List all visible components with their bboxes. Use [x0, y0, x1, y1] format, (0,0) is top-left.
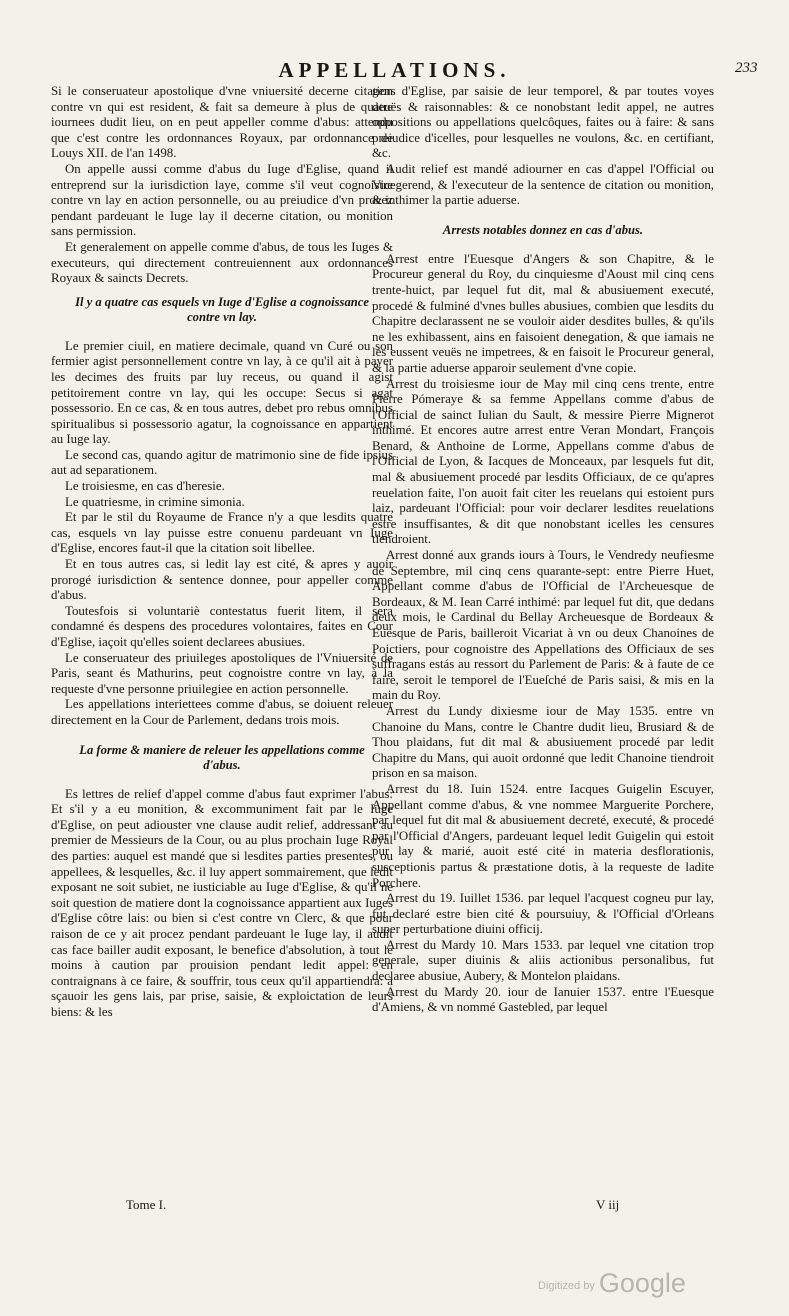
paragraph: Le conseruateur des priuileges apostoliques de l'Vniuersité de Paris, seant és Mathurins, peut cognoistre contre vn lay, à la requeste d'vne personne priuilegiee en action personnelle. [51, 650, 393, 696]
volume-label: Tome I. [126, 1197, 167, 1212]
section-heading: Arrests notables donnez en cas d'abus. [442, 222, 644, 237]
paragraph: Arrest du troisiesme iour de May mil cinq cens trente, entre Pierre Pómeraye & sa femme Appellans comme d'abus de l'Official de sainct Iulian du Sault, & messire Pierre Mignerot inthimé. Et encores autre arrest entre Veran Mondart, François Benard, & Anthoine de Lorme, Appellans comme d'abus de l'Official de Lyon, & Iacques de Monceaux, par lesquels fut dit, mal & abusiuement procedé par lesdits Officiaux, de ce qu'apres reuelation faite, l'on auoit fait citer les reuelans qui estoient purs laiz, pardeuant l'Official: pour voir declarer lesdites reuelations estre insuffisantes, & dit que nonobstant icelles les censures tiendroient. [372, 376, 714, 547]
section-heading: Il y a quatre cas esquels vn Iuge d'Eglise a cognoissance contre vn lay. [75, 294, 369, 324]
page-number: 233 [735, 60, 758, 76]
paragraph: Le second cas, quando agitur de matrimonio sine de fide ipsius aut ad separationem. [51, 447, 393, 478]
watermark-prefix: Digitized by [538, 1280, 595, 1292]
right-column [372, 84, 714, 1016]
digitized-watermark [538, 1268, 686, 1299]
paragraph: Et par le stil du Royaume de France n'y a que lesdits quatre cas, esquels vn lay puisse estre conuenu pardeuant vn Iuge d'Eglise, encores faut-il que la citation soit libellee. [51, 510, 393, 556]
paragraph: Les appellations interiettees comme d'abus, se doiuent releuer directement en la Cour de Parlement, dedans trois mois. [51, 697, 393, 727]
paragraph: Es lettres de relief d'appel comme d'abus faut exprimer l'abus: Et s'il y a eu monition, & excommuniment fait par le Iuge d'Eglise, on peut adiouster vne clause audit relief, addressant au premier de Messieurs de la Cour, ou au plus prochain Iuge Royal des parties: auquel est mandé que si lesdites parties presentes, ou appellees, & lesquelles, &c. il luy appert sommairement, que ledit exposant ne soit subiet, ne iusticiable au Iuge d'Eglise, & qu'il ne soit question de matiere dont la cognoissance appartient aux Iuges d'Eglise côtre lais: ou bien si c'est contre vn Clerc, & que pour raison de ce y ait procez pendant pardeuant le Iuge lay, il audit cas face bailler audit exposant, le benefice d'absolution, à tout le moins à caution par prouision pendant ledit appel: en contraignans à ce faire, & souffrir, tous ceux qu'il appartiendra: à sçauoir les gens lais, par prise, saisie, & exploictation de leurs biens: & les [51, 786, 393, 1019]
paragraph: Arrest du 19. Iuillet 1536. par lequel l'acquest cogneu pur lay, fut declaré estre bien cité & poursuiuy, & l'Official d'Orleans super perturbatione diuini officij. [372, 891, 714, 937]
paragraph: Le premier ciuil, en matiere decimale, quand vn Curé ou son fermier agist personnellement contre vn lay, à ce qu'il ait à payer les decimes des fruits par luy receus, ou quand il agist petitoirement contre vn lay, qui les occupe: Secus si agat possessorio. En ce cas, & en tous autres, debet pro rebus omnibus spiritualibus si possessorio agatur, la cognoissance en appartient au Iuge lay. [51, 338, 393, 447]
signature-mark: V iij [596, 1197, 620, 1212]
paragraph: Arrest du Mardy 10. Mars 1533. par lequel vne citation trop generale, super diuinis & aliis actionibus personalibus, fut declaree abusiue, Aubery, & Montelon plaidans. [372, 937, 714, 984]
paragraph: Arrest donné aux grands iours à Tours, le Vendredy neufiesme de Septembre, mil cinq cens quarante-sept: entre Pierre Huet, Appellant comme d'abus de l'Official de l'Archeuesque de Bordeaux, & M. Iean Carré inthimé: par lequel fut dit, que dedans deux mois, le Cardinal du Bellay Archeuesque de Bordeaux & Euesque de Paris, bailleroit Vicariat à vn ou deux Chanoines de Poictiers, pour cognoistre des Appellations des Officiaux de ses suffragans estás au ressort du Parlement de Paris: & à faute de ce faire, seroit le temporel de l'Eueſché de Paris saisi, & mis en la main du Roy. [372, 548, 714, 703]
paragraph: Si le conseruateur apostolique d'vne vniuersité decerne citation contre vn qui est resident, & fait sa demeure à plus de quatre iournees dudit lieu, on en peut appeller comme d'abus: attendu que c'est contre les ordonnances Royaux, par ordonnance de Louys XII. de l'an 1498. [51, 84, 393, 161]
paragraph: Toutesfois si voluntariè contestatus fuerit litem, il sera condamné és despens des procedures volontaires, faites en Cour d'Eglise, iaçoit qu'elles soient declarees abusiues. [51, 603, 393, 649]
paragraph: Le troisiesme, en cas d'heresie. [65, 479, 225, 494]
paragraph: On appelle aussi comme d'abus du Iuge d'Eglise, quand il entreprend sur la iurisdiction laye, comme s'il veut cognoistre contre vn lay en action personnelle, ou au preiudice d'vn procez pendant pardeuant le Iuge lay il decerne citation, ou monition sans permission. [51, 161, 393, 239]
paragraph: Arrest du Lundy dixiesme iour de May 1535. entre vn Chanoine du Mans, contre le Chantre dudit lieu, Brusiard & de Thou plaidans, fut dit mal & abusiuement procedé par ledit Chapitre du Mans, qui auoit ordonné que ledit Chanoine tiendroit prison en sa maison. [372, 703, 714, 781]
section-heading: La forme & maniere de releuer les appellations comme d'abus. [79, 742, 365, 772]
paragraph: Le quatriesme, in crimine simonia. [65, 494, 245, 509]
paragraph: Et en tous autres cas, si ledit lay est cité, & apres y auoir prorogé iurisdiction & sentence donnee, pour appeller comme d'abus. [51, 557, 393, 603]
paragraph: gens d'Eglise, par saisie de leur temporel, & par toutes voyes deuës & raisonnables: & ce nonobstant ledit appel, ne autres oppositions ou appellations quelcôques, faites ou à faire: & sans preiudice d'icelles, pour lesquelles ne voulons, &c. en certifiant, &c. [372, 84, 714, 161]
paragraph: Et generalement on appelle comme d'abus, de tous les Iuges & executeurs, qui directement contreuiennent aux ordonnances Royaux & saincts Decrets. [51, 239, 393, 286]
watermark-brand: Google [598, 1268, 686, 1298]
left-column [51, 84, 393, 1020]
paragraph: Arrest du Mardy 20. iour de Ianuier 1537. entre l'Euesque d'Amiens, & vn nommé Gastebled, par lequel [372, 984, 714, 1015]
paragraph: Audit relief est mandé adiourner en cas d'appel l'Official ou Vicegerend, & l'executeur de la sentence de citation ou monition, & inthimer la partie aduerse. [372, 161, 714, 208]
paragraph: Arrest du 18. Iuin 1524. entre Iacques Guigelin Escuyer, Appellant comme d'abus, & vne nommee Marguerite Porchere, par lequel fut dit mal & abusiuement decreté, executé, & procedé par l'Official d'Angers, pardeuant lequel ledit Guigelin qui estoit pur lay & marié, auoit esté cité in materia desflorationis, susceptionis partus & præstatione dotis, à la requeste de ladite Porchere. [372, 781, 714, 890]
running-title: APPELLATIONS. [278, 58, 511, 82]
paragraph: Arrest entre l'Euesque d'Angers & son Chapitre, & le Procureur general du Roy, du cinquiesme d'Aoust mil cinq cens trente-huict, par lequel fut dit, mal & abusiuement executé, procedé & fulminé d'vnes bulles abusiues, combien que lesdits du Chapitre declarassent ne se vouloir aider desdites bulles, & qu'ils ne les exhibassent, ains en faisoient denegation, & que iamais ne les eussent veuës ne impetrees, & en faisoit le Procureur general, & la partie aduerse apparoir seulement d'vne copie. [372, 251, 714, 375]
